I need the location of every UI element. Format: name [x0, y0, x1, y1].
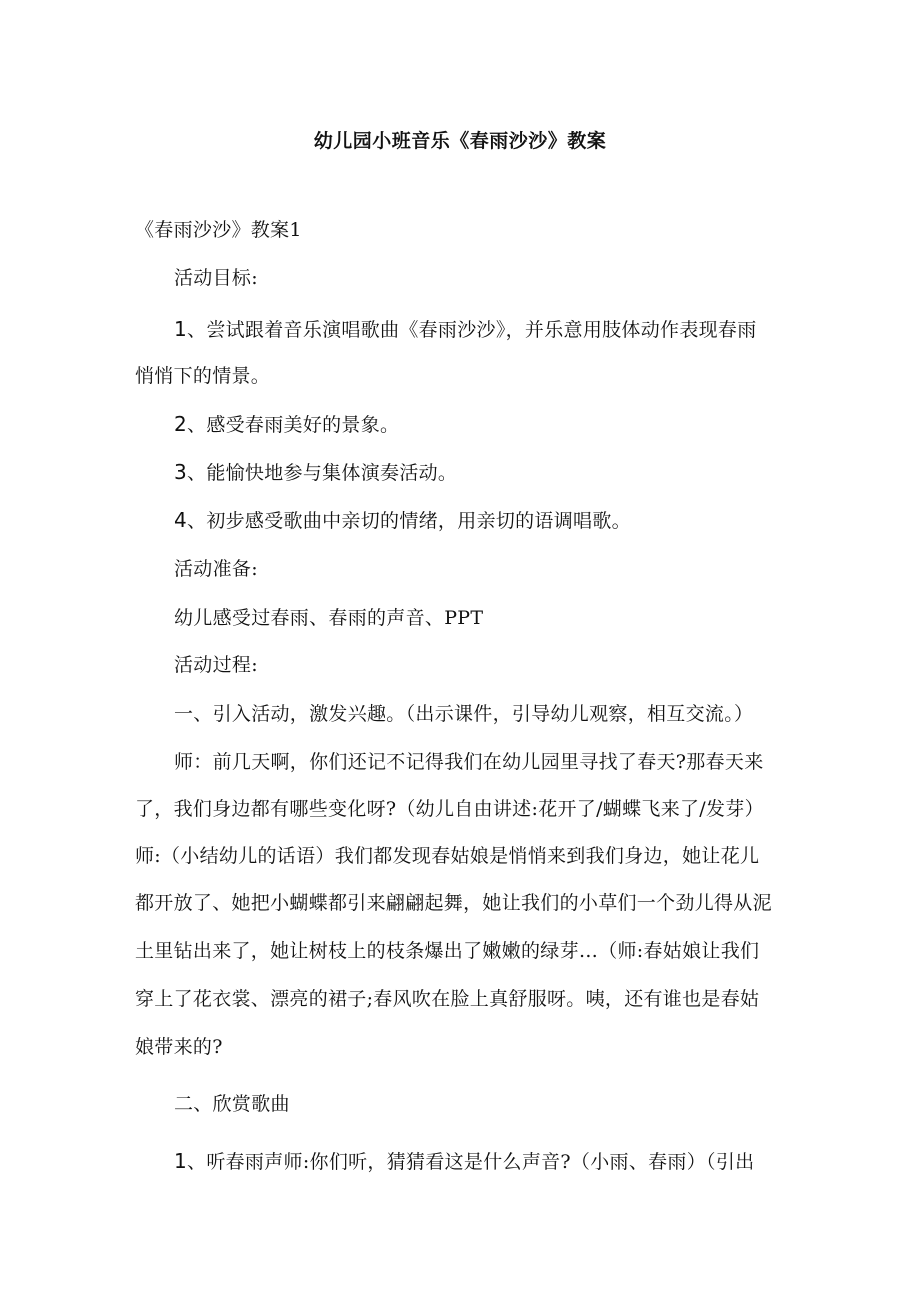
paragraph-line: 师:（小结幼儿的话语）我们都发现春姑娘是悄悄来到我们身边，她让花儿	[135, 845, 760, 867]
paragraph-line: 师：前几天啊，你们还记不记得我们在幼儿园里寻找了春天?那春天来	[174, 751, 764, 773]
goal-item-4	[174, 507, 834, 534]
goal-item-1	[174, 316, 834, 343]
document-title: 幼儿园小班音乐《春雨沙沙》教案	[313, 130, 607, 152]
step-number: 1	[174, 1149, 188, 1173]
paragraph-line: 土里钻出来了，她让树枝上的枝条爆出了嫩嫩的绿芽…（师:春姑娘让我们	[135, 940, 760, 962]
prep-heading: 活动准备:	[174, 558, 258, 580]
goal-number: 4	[174, 508, 188, 532]
goal-text: 、能愉快地参与集体演奏活动。	[187, 462, 458, 484]
goal-text: 、尝试跟着音乐演唱歌曲《春雨沙沙》，并乐意用肢体动作表现春雨	[187, 319, 757, 341]
goal-number: 3	[174, 460, 188, 484]
prep-text: 幼儿感受过春雨、春雨的声音、PPT	[174, 607, 484, 629]
goal-number: 1	[174, 317, 188, 341]
step-text: 、听春雨声师:你们听，猜猜看这是什么声音?（小雨、春雨）（引出	[187, 1151, 755, 1173]
goal-item-3	[174, 459, 834, 486]
paragraph-line: 了，我们身边都有哪些变化呀?（幼儿自由讲述:花开了/蝴蝶飞来了/发芽）	[135, 798, 764, 820]
section-heading: 《春雨沙沙》教案1	[135, 219, 302, 241]
goal-text: 、感受春雨美好的景象。	[187, 414, 400, 436]
process-heading: 活动过程:	[174, 654, 258, 676]
goal-item-1-continuation: 悄悄下的情景。	[135, 365, 271, 387]
paragraph-line: 穿上了花衣裳、漂亮的裙子;春风吹在脸上真舒服呀。咦，还有谁也是春姑	[135, 988, 760, 1010]
step1-heading: 一、引入活动，激发兴趣。（出示课件，引导幼儿观察，相互交流。）	[174, 703, 754, 725]
step2-item-1	[174, 1148, 834, 1175]
step2-heading: 二、欣赏歌曲	[174, 1093, 290, 1115]
paragraph-line: 娘带来的?	[135, 1036, 223, 1058]
goals-heading: 活动目标:	[174, 267, 258, 289]
goal-number: 2	[174, 412, 188, 436]
paragraph-line: 都开放了、她把小蝴蝶都引来翩翩起舞，她让我们的小草们一个劲儿得从泥	[135, 892, 772, 914]
goal-text: 、初步感受歌曲中亲切的情绪，用亲切的语调唱歌。	[187, 510, 631, 532]
goal-item-2	[174, 411, 834, 438]
